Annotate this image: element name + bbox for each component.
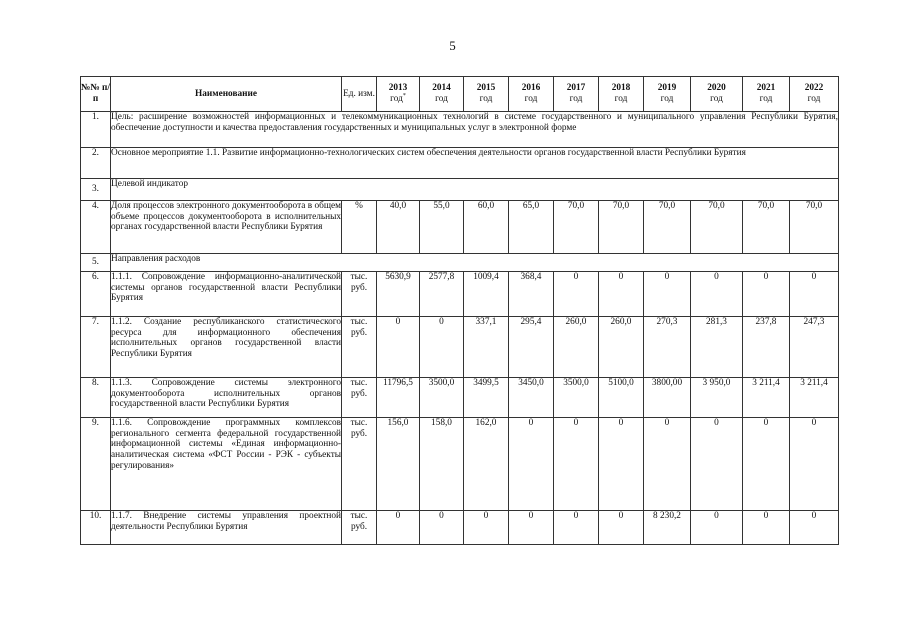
header-num: №№ п/п bbox=[81, 77, 111, 112]
row-value-2019: 270,3 bbox=[644, 317, 691, 378]
header-year-value: 2019 bbox=[657, 82, 677, 93]
header-year-2016 bbox=[509, 77, 554, 112]
header-year-note: * bbox=[402, 93, 406, 100]
table-body bbox=[81, 112, 839, 545]
header-year-suffix: год bbox=[759, 94, 773, 105]
header-year-suffix: год bbox=[435, 94, 448, 105]
row-value-2016: 3450,0 bbox=[509, 378, 554, 418]
row-value-2018: 70,0 bbox=[599, 201, 644, 254]
row-value-2015: 1009,4 bbox=[464, 272, 509, 317]
row-value-2018: 0 bbox=[599, 272, 644, 317]
row-unit: тыс. руб. bbox=[342, 272, 377, 317]
header-year-suffix: год bbox=[660, 94, 674, 105]
row-value-2013: 0 bbox=[377, 511, 420, 545]
row-value-2017: 0 bbox=[554, 418, 599, 511]
row-name: 1.1.1. Сопровождение информационно-аналитической системы органов государственной власти Республики Бурятия bbox=[111, 272, 342, 317]
row-section-text: Целевой индикатор bbox=[111, 179, 839, 201]
row-value-2016: 0 bbox=[509, 511, 554, 545]
header-year-2020 bbox=[691, 77, 743, 112]
table-row bbox=[81, 272, 839, 317]
row-value-2018: 260,0 bbox=[599, 317, 644, 378]
row-value-2022: 0 bbox=[790, 272, 839, 317]
row-value-2014: 3500,0 bbox=[420, 378, 464, 418]
row-name: 1.1.3. Сопровождение системы электронного документооборота исполнительных органов государственной власти Республики Бурятия bbox=[111, 378, 342, 418]
table-row bbox=[81, 179, 839, 201]
header-year-value: 2017 bbox=[566, 82, 586, 93]
row-unit: тыс. руб. bbox=[342, 378, 377, 418]
row-value-2017: 260,0 bbox=[554, 317, 599, 378]
table-row bbox=[81, 112, 839, 148]
row-value-2017: 3500,0 bbox=[554, 378, 599, 418]
row-value-2020: 70,0 bbox=[691, 201, 743, 254]
row-value-2015: 0 bbox=[464, 511, 509, 545]
row-value-2018: 0 bbox=[599, 511, 644, 545]
row-value-2014: 2577,8 bbox=[420, 272, 464, 317]
row-name: 1.1.2. Создание республиканского статистического ресурса для информационного обеспечения исполнительных органов государственной власти Республики Бурятия bbox=[111, 317, 342, 378]
header-year-suffix: год bbox=[807, 94, 821, 105]
row-section-text: Основное мероприятие 1.1. Развитие информационно-технологических систем обеспечения деятельности органов государственной власти Республики Бурятия bbox=[111, 148, 839, 179]
row-section-text: Направления расходов bbox=[111, 254, 839, 272]
row-value-2018: 0 bbox=[599, 418, 644, 511]
header-year-value: 2020 bbox=[707, 82, 726, 93]
row-value-2022: 0 bbox=[790, 511, 839, 545]
row-value-2017: 0 bbox=[554, 511, 599, 545]
row-value-2014: 0 bbox=[420, 317, 464, 378]
row-index: 3. bbox=[81, 179, 111, 201]
header-name: Наименование bbox=[111, 77, 342, 112]
header-year-value: 2013 bbox=[388, 82, 408, 93]
row-value-2020: 0 bbox=[691, 511, 743, 545]
header-year-suffix: год bbox=[614, 94, 628, 105]
header-unit: Ед. изм. bbox=[342, 77, 377, 112]
row-value-2020: 0 bbox=[691, 272, 743, 317]
header-year-suffix: год bbox=[569, 94, 583, 105]
row-value-2014: 55,0 bbox=[420, 201, 464, 254]
row-index: 9. bbox=[81, 418, 111, 511]
row-value-2020: 3 950,0 bbox=[691, 378, 743, 418]
indicators-table bbox=[80, 76, 839, 545]
header-year-value: 2018 bbox=[611, 82, 631, 93]
header-year-suffix: год bbox=[479, 94, 493, 105]
header-year-suffix: год bbox=[710, 94, 723, 105]
row-index: 10. bbox=[81, 511, 111, 545]
row-index: 4. bbox=[81, 201, 111, 254]
header-year-value: 2016 bbox=[521, 82, 541, 93]
row-section-text: Цель: расширение возможностей информационных и телекоммуникационных технологий в системе государственного и муниципального управления Республики Бурятия, обеспечение доступности и качества предоставления государственных и муниципальных услуг в электронной форме bbox=[111, 112, 839, 148]
row-unit: тыс. руб. bbox=[342, 317, 377, 378]
row-value-2013: 40,0 bbox=[377, 201, 420, 254]
row-index: 5. bbox=[81, 254, 111, 272]
row-value-2015: 3499,5 bbox=[464, 378, 509, 418]
header-year-value: 2021 bbox=[756, 82, 776, 93]
row-value-2015: 162,0 bbox=[464, 418, 509, 511]
table-header-row bbox=[81, 77, 839, 112]
header-year-2021 bbox=[743, 77, 790, 112]
row-value-2014: 158,0 bbox=[420, 418, 464, 511]
row-value-2013: 11796,5 bbox=[377, 378, 420, 418]
table-row bbox=[81, 418, 839, 511]
header-year-2013 bbox=[377, 77, 420, 112]
row-value-2019: 0 bbox=[644, 418, 691, 511]
row-value-2022: 0 bbox=[790, 418, 839, 511]
row-value-2021: 3 211,4 bbox=[743, 378, 790, 418]
header-year-2018 bbox=[599, 77, 644, 112]
row-value-2013: 5630,9 bbox=[377, 272, 420, 317]
header-year-value: 2015 bbox=[476, 82, 496, 93]
header-year-value: 2014 bbox=[432, 82, 451, 93]
row-value-2021: 70,0 bbox=[743, 201, 790, 254]
table-row bbox=[81, 511, 839, 545]
row-value-2021: 0 bbox=[743, 511, 790, 545]
row-name: 1.1.7. Внедрение системы управления проектной деятельности Республики Бурятия bbox=[111, 511, 342, 545]
row-value-2013: 156,0 bbox=[377, 418, 420, 511]
row-value-2016: 0 bbox=[509, 418, 554, 511]
table-row bbox=[81, 317, 839, 378]
row-value-2018: 5100,0 bbox=[599, 378, 644, 418]
row-index: 6. bbox=[81, 272, 111, 317]
row-value-2022: 247,3 bbox=[790, 317, 839, 378]
header-year-2017 bbox=[554, 77, 599, 112]
header-year-suffix: год bbox=[524, 94, 538, 105]
row-name: Доля процессов электронного документооборота в общем объеме процессов документооборота в исполнительных органах государственной власти Республики Бурятия bbox=[111, 201, 342, 254]
row-index: 7. bbox=[81, 317, 111, 378]
row-value-2016: 295,4 bbox=[509, 317, 554, 378]
row-unit: тыс. руб. bbox=[342, 418, 377, 511]
row-value-2021: 0 bbox=[743, 418, 790, 511]
header-year-2015 bbox=[464, 77, 509, 112]
header-year-value: 2022 bbox=[804, 82, 824, 93]
row-value-2017: 70,0 bbox=[554, 201, 599, 254]
row-value-2019: 70,0 bbox=[644, 201, 691, 254]
row-value-2016: 368,4 bbox=[509, 272, 554, 317]
row-index: 1. bbox=[81, 112, 111, 148]
table-row bbox=[81, 201, 839, 254]
row-value-2020: 0 bbox=[691, 418, 743, 511]
page-number: 5 bbox=[449, 38, 456, 53]
row-value-2021: 0 bbox=[743, 272, 790, 317]
row-name: 1.1.6. Сопровождение программных комплексов регионального сегмента федеральной государственной информационной системы «Единая информационно-аналитическая система «ФСТ России - РЭК - субъекты регулирования» bbox=[111, 418, 342, 511]
row-value-2019: 3800,00 bbox=[644, 378, 691, 418]
row-value-2019: 0 bbox=[644, 272, 691, 317]
row-value-2015: 60,0 bbox=[464, 201, 509, 254]
row-unit: тыс. руб. bbox=[342, 511, 377, 545]
table-row bbox=[81, 378, 839, 418]
row-value-2021: 237,8 bbox=[743, 317, 790, 378]
header-year-2014 bbox=[420, 77, 464, 112]
row-value-2015: 337,1 bbox=[464, 317, 509, 378]
header-year-suffix: год* bbox=[390, 93, 406, 105]
row-value-2016: 65,0 bbox=[509, 201, 554, 254]
row-unit: % bbox=[342, 201, 377, 254]
row-value-2013: 0 bbox=[377, 317, 420, 378]
row-value-2020: 281,3 bbox=[691, 317, 743, 378]
row-index: 8. bbox=[81, 378, 111, 418]
header-year-2019 bbox=[644, 77, 691, 112]
row-value-2014: 0 bbox=[420, 511, 464, 545]
row-value-2019: 8 230,2 bbox=[644, 511, 691, 545]
row-index: 2. bbox=[81, 148, 111, 179]
header-year-2022 bbox=[790, 77, 839, 112]
row-value-2022: 3 211,4 bbox=[790, 378, 839, 418]
table-row bbox=[81, 148, 839, 179]
row-value-2017: 0 bbox=[554, 272, 599, 317]
row-value-2022: 70,0 bbox=[790, 201, 839, 254]
table-row bbox=[81, 254, 839, 272]
